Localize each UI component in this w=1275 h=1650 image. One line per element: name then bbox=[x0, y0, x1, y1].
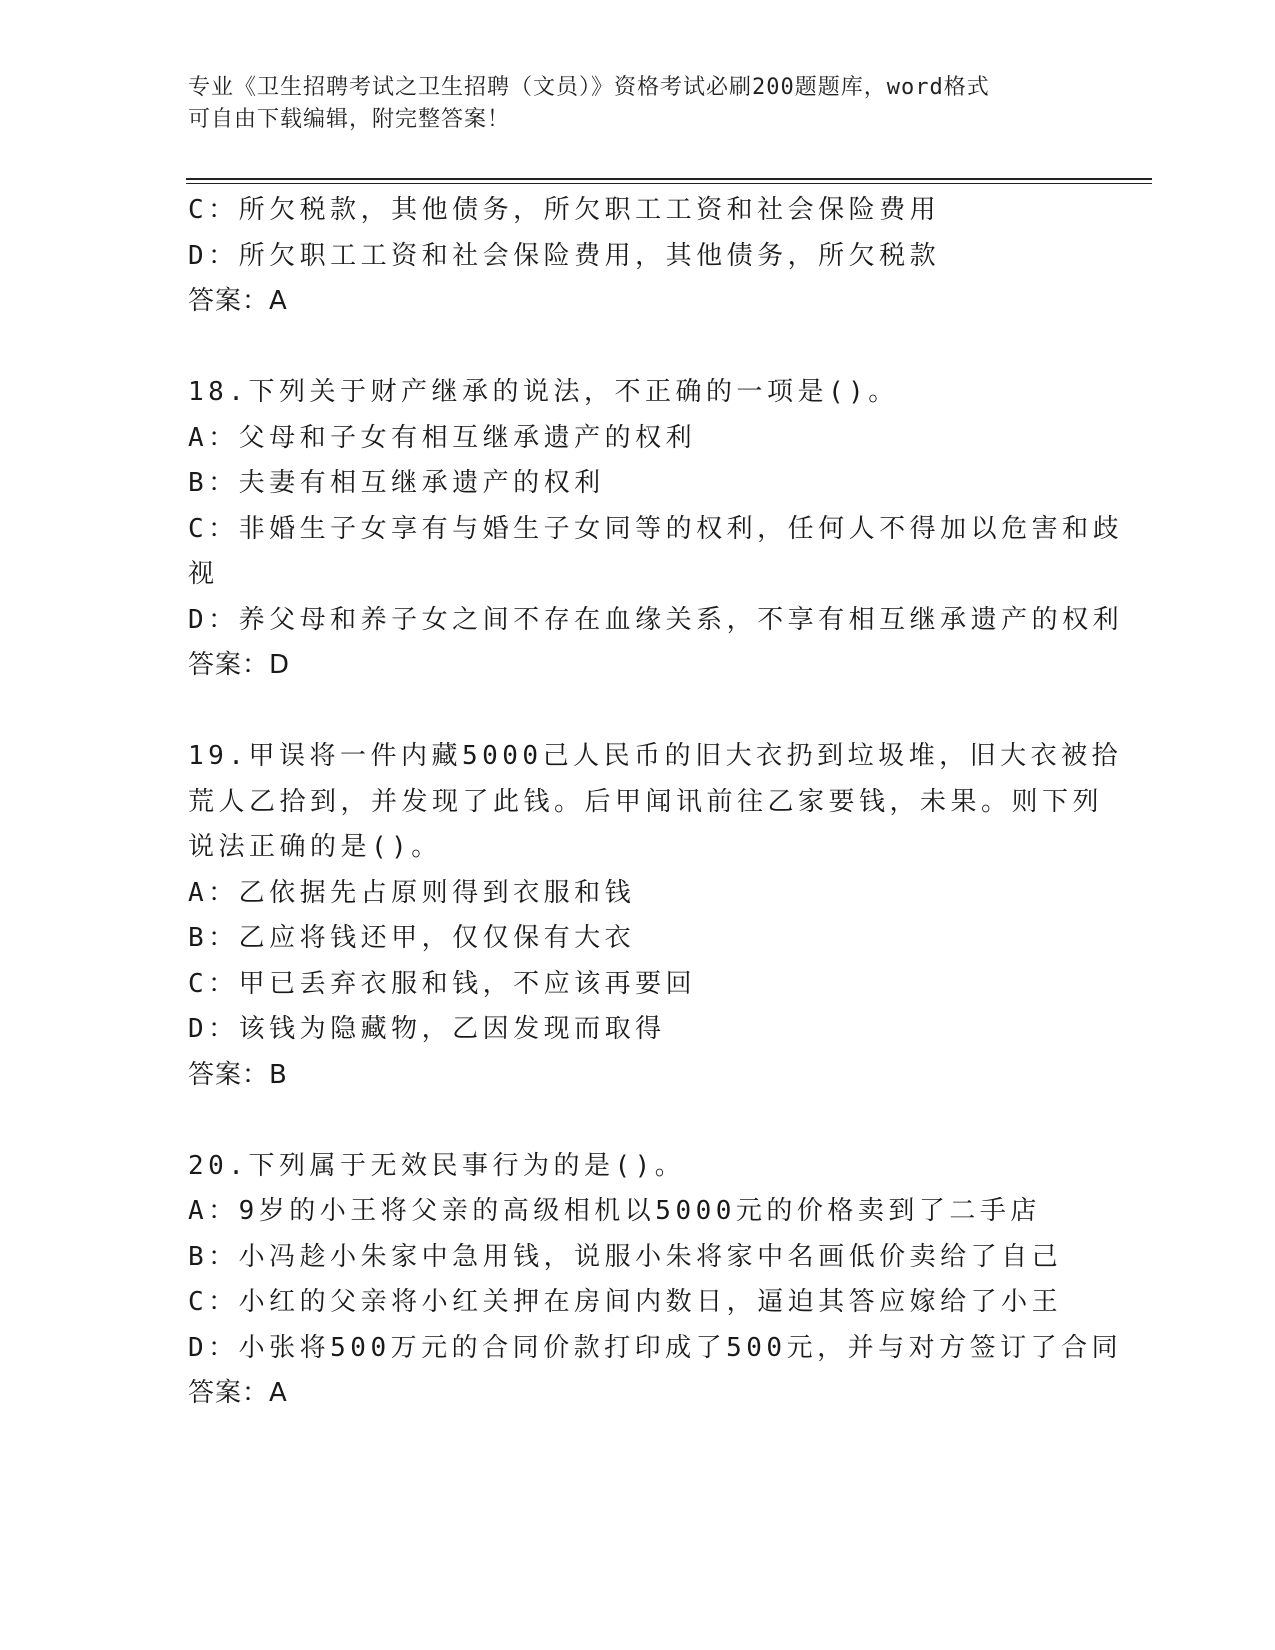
question-20 bbox=[188, 1144, 1123, 1417]
option-d: D：所欠职工工资和社会保险费用，其他债务，所欠税款 bbox=[188, 240, 941, 271]
option-d: D：小张将500万元的合同价款打印成了500元，并与对方签订了合同 bbox=[188, 1332, 1123, 1363]
answer-label: 答案：B bbox=[188, 1059, 288, 1090]
option-c: C：小红的父亲将小红关押在房间内数日，逼迫其答应嫁给了小王 bbox=[188, 1287, 1063, 1317]
spacer bbox=[188, 689, 1088, 735]
option-c: C：所欠税款，其他债务，所欠职工工资和社会保险费用 bbox=[188, 195, 941, 225]
question-19 bbox=[188, 734, 1123, 1098]
question-17 bbox=[188, 188, 1088, 325]
question-text-continued: 说法正确的是()。 bbox=[188, 832, 442, 862]
option-d: D：养父母和养子女之间不存在血缘关系，不享有相互继承遗产的权利 bbox=[188, 604, 1124, 635]
option-a: A：9岁的小王将父亲的高级相机以5000元的价格卖到了二手店 bbox=[188, 1196, 1041, 1226]
answer-label: 答案：A bbox=[188, 286, 288, 316]
option-c: C：非婚生子女享有与婚生子女同等的权利，任何人不得加以危害和歧 bbox=[188, 513, 1124, 544]
option-b: B：乙应将钱还甲，仅仅保有大衣 bbox=[188, 923, 636, 953]
header-line-1: 专业《卫生招聘考试之卫生招聘（文员）》资格考试必刷200题题库，word格式 bbox=[188, 75, 990, 100]
option-b: B：夫妻有相互继承遗产的权利 bbox=[188, 468, 605, 498]
question-18 bbox=[188, 370, 1124, 689]
option-b: B：小冯趁小朱家中急用钱，说服小朱将家中名画低价卖给了自己 bbox=[188, 1241, 1063, 1272]
document-header bbox=[188, 72, 1068, 136]
question-text: 20.下列属于无效民事行为的是()。 bbox=[188, 1150, 686, 1181]
option-d: D：该钱为隐藏物，乙因发现而取得 bbox=[188, 1014, 666, 1044]
header-divider-thick bbox=[186, 178, 1152, 180]
option-a: A：父母和子女有相互继承遗产的权利 bbox=[188, 422, 697, 453]
option-a: A：乙依据先占原则得到衣服和钱 bbox=[188, 877, 636, 908]
question-text: 18.下列关于财产继承的说法，不正确的一项是()。 bbox=[188, 377, 899, 407]
question-text-continued: 荒人乙拾到，并发现了此钱。后甲闻讯前往乙家要钱，未果。则下列 bbox=[188, 786, 1104, 817]
spacer bbox=[188, 1098, 1088, 1144]
answer-label: 答案：D bbox=[188, 650, 291, 680]
header-divider-thin bbox=[186, 183, 1152, 184]
question-list bbox=[188, 188, 1124, 1417]
option-c-continued: 视 bbox=[188, 559, 219, 589]
option-c: C：甲已丢弃衣服和钱，不应该再要回 bbox=[188, 968, 697, 999]
answer-label: 答案：A bbox=[188, 1378, 288, 1408]
spacer bbox=[188, 325, 1088, 371]
question-text: 19.甲误将一件内藏5000己人民币的旧大衣扔到垃圾堆，旧大衣被拾 bbox=[188, 741, 1123, 771]
header-line-2: 可自由下载编辑，附完整答案！ bbox=[188, 107, 511, 132]
